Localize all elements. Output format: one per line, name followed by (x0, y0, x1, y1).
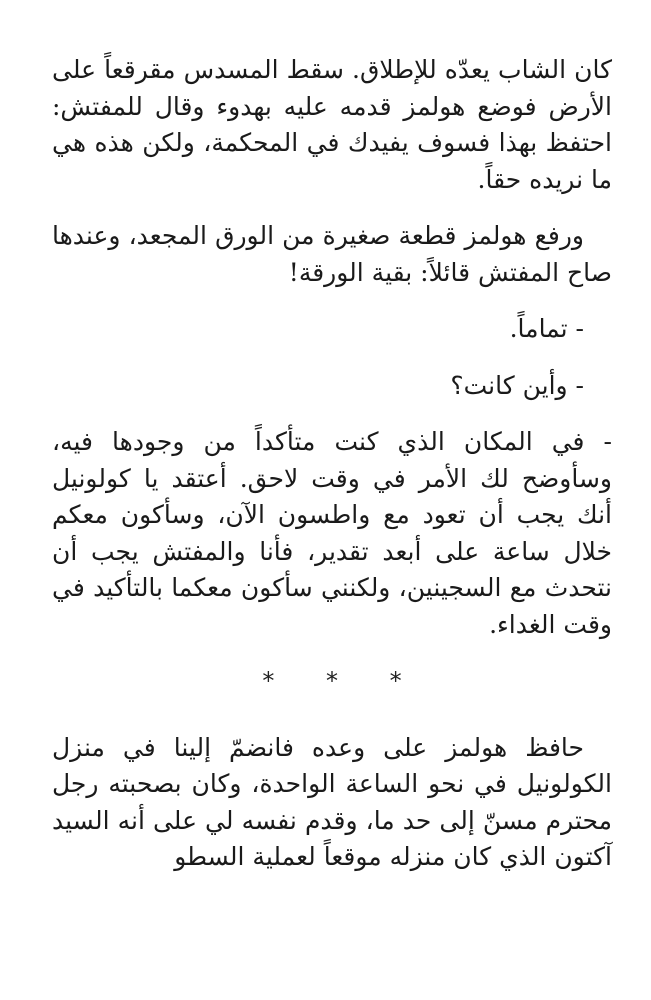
paragraph-paper: ورفع هولمز قطعة صغيرة من الورق المجعد، وعندها صاح المفتش قائلاً: بقية الورقة! (52, 221, 612, 287)
dialogue-where: - وأين كانت؟ (450, 370, 584, 400)
book-page (52, 52, 612, 896)
section-separator: * * * (262, 667, 424, 695)
dialogue-answer: - في المكان الذي كنت متأكداً من وجودها فيه، وسأوضح لك الأمر في وقت لاحق. أعتقد يا كولونيل أنك يجب أن تعود مع واطسون الآن، وسأكون معكم خلال ساعة على أبعد تقدير، فأنا والمفتش يجب أن نتحدث مع السجينين، ولكنني سأكون معكما بالتأكيد في وقت الغداء. (52, 427, 612, 639)
paragraph-lunch: حافظ هولمز على وعده فانضمّ إلينا في منزل الكولونيل في نحو الساعة الواحدة، وكان بصحبته رجل محترم مسنّ إلى حد ما، وقدم نفسه لي على أنه السيد آكتون الذي كان منزله موقعاً لعملية السطو (52, 732, 612, 871)
dialogue-exactly: - تماماً. (509, 314, 584, 343)
paragraph-pistol: كان الشاب يعدّه للإطلاق. سقط المسدس مقرقعاً على الأرض فوضع هولمز قدمه عليه بهدوء وقال للمفتش: احتفظ بهذا فسوف يفيدك في المحكمة، ولكن هذه هي ما نريده حقاً. (52, 55, 612, 194)
